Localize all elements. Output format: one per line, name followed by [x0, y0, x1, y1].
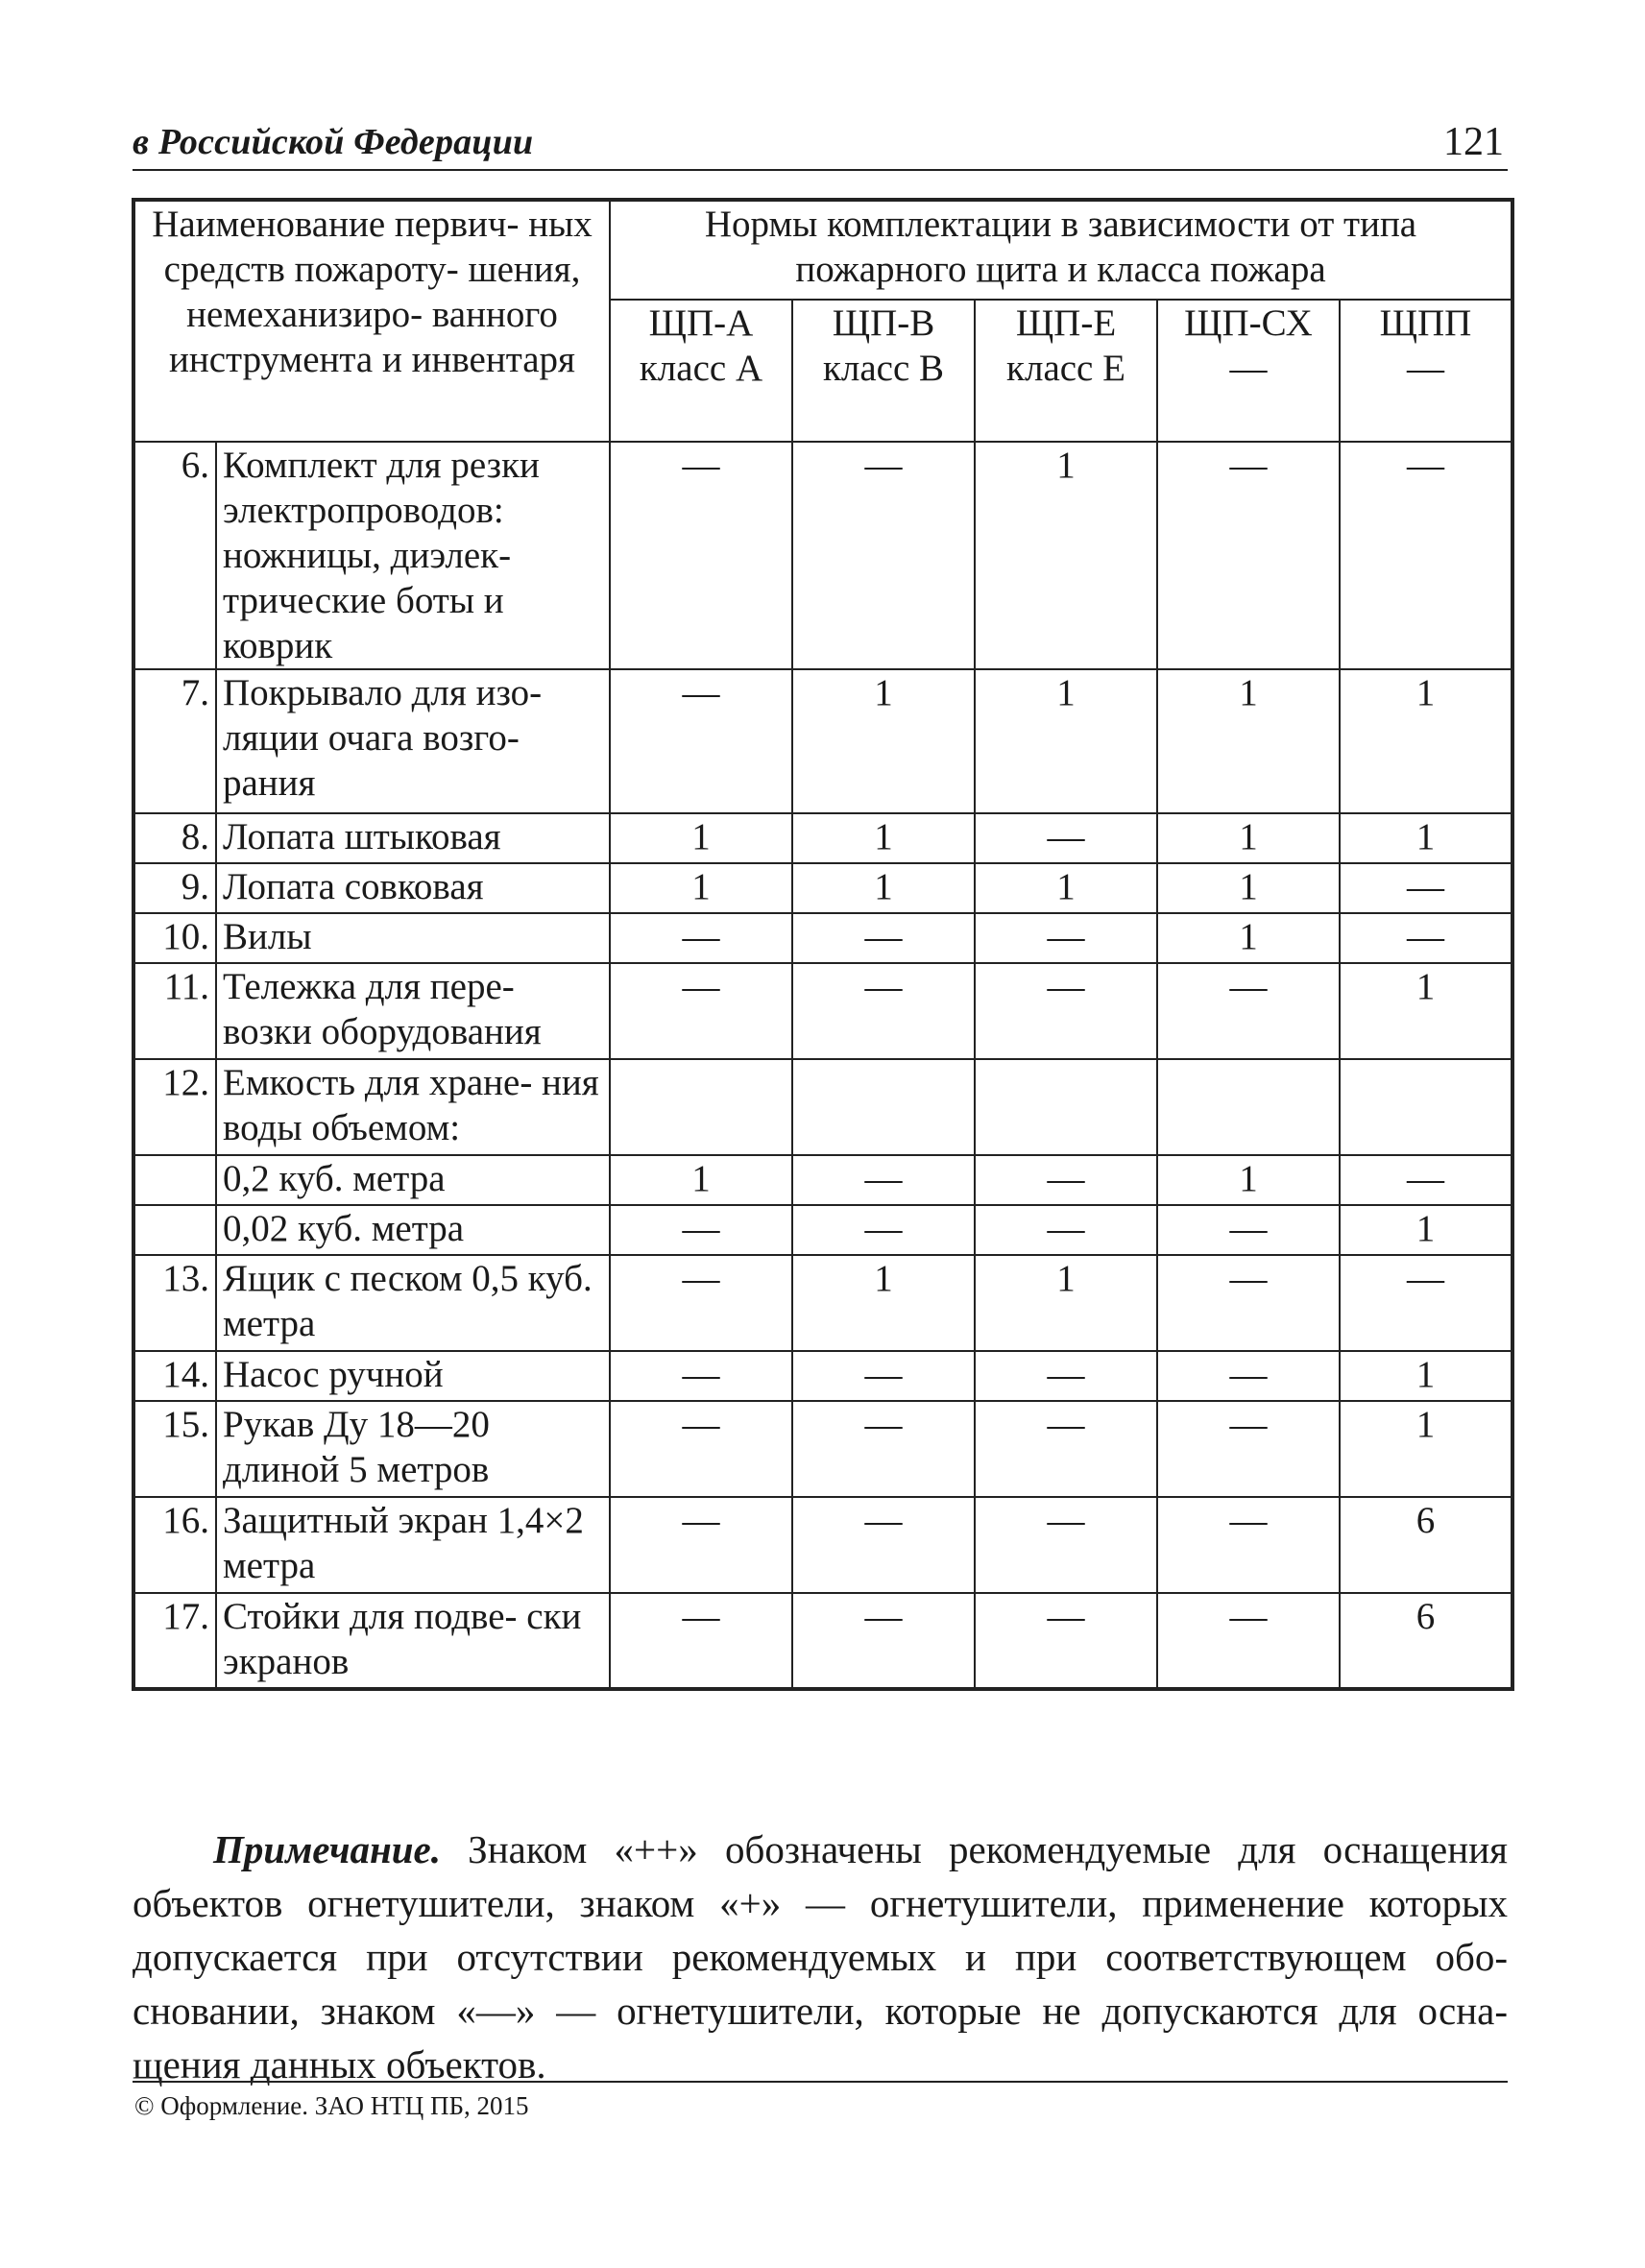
item-name: Емкость для хране- ния воды объемом:	[216, 1059, 610, 1155]
norm-value: 1	[610, 863, 792, 913]
row-number: 11.	[133, 963, 216, 1059]
note-paragraph	[133, 1822, 1508, 2091]
item-name: Покрывало для изо- ляции очага возго- рания	[216, 669, 610, 813]
table-row	[133, 963, 1512, 1059]
norm-value: —	[792, 442, 975, 669]
row-number: 17.	[133, 1593, 216, 1689]
norm-value: —	[610, 963, 792, 1059]
row-number: 10.	[133, 913, 216, 963]
norm-value: —	[975, 1351, 1157, 1401]
norm-value	[1340, 1059, 1512, 1155]
norm-value: —	[975, 1593, 1157, 1689]
norm-value	[610, 1059, 792, 1155]
norm-value: 1	[1340, 963, 1512, 1059]
name-column-header: Наименование первич- ных средств пожароту- шения, немеханизиро- ванного инструмента и инвентаря	[133, 200, 610, 442]
norm-value: —	[610, 913, 792, 963]
row-number: 14.	[133, 1351, 216, 1401]
row-number	[133, 1205, 216, 1255]
norm-value	[1157, 1059, 1340, 1155]
fire-class: класс Е	[1006, 348, 1125, 389]
norm-value: 1	[1340, 1205, 1512, 1255]
shield-type-header	[1157, 300, 1340, 442]
norm-value: 1	[1340, 1401, 1512, 1497]
table-row	[133, 863, 1512, 913]
item-name: Насос ручной	[216, 1351, 610, 1401]
item-name: Вилы	[216, 913, 610, 963]
table-row	[133, 813, 1512, 863]
norm-value: 1	[1157, 669, 1340, 813]
shield-type-name: ЩП-СХ	[1184, 302, 1313, 344]
norm-value: 1	[975, 442, 1157, 669]
table-row	[133, 913, 1512, 963]
running-head-title: в Российской Федерации	[133, 122, 534, 162]
table-row	[133, 1059, 1512, 1155]
table-row	[133, 1255, 1512, 1351]
item-name: Рукав Ду 18—20 длиной 5 метров	[216, 1401, 610, 1497]
table-body	[133, 442, 1512, 1689]
row-number: 13.	[133, 1255, 216, 1351]
norm-value: —	[975, 813, 1157, 863]
norm-value: —	[1340, 1155, 1512, 1205]
norm-value: 1	[975, 1255, 1157, 1351]
norm-value: 6	[1340, 1497, 1512, 1593]
table-row	[133, 1205, 1512, 1255]
norm-value: —	[610, 442, 792, 669]
norm-value: —	[610, 669, 792, 813]
norm-value: 1	[1157, 1155, 1340, 1205]
norm-value: —	[1157, 442, 1340, 669]
norm-value: 1	[1157, 813, 1340, 863]
norm-value: —	[1157, 963, 1340, 1059]
shield-type-header	[792, 300, 975, 442]
note-label: Примечание.	[213, 1827, 441, 1871]
table-row	[133, 1593, 1512, 1689]
norm-value: —	[975, 1205, 1157, 1255]
norm-value	[792, 1059, 975, 1155]
shield-type-name: ЩПП	[1379, 302, 1472, 344]
norm-value: —	[975, 963, 1157, 1059]
row-number: 16.	[133, 1497, 216, 1593]
shield-type-header	[975, 300, 1157, 442]
norm-value: —	[1157, 1593, 1340, 1689]
norm-value: —	[975, 1401, 1157, 1497]
shield-type-header	[610, 300, 792, 442]
norm-value: —	[1157, 1205, 1340, 1255]
norm-value: —	[792, 1155, 975, 1205]
item-name: Защитный экран 1,4×2 метра	[216, 1497, 610, 1593]
fire-class: класс В	[822, 348, 945, 389]
shield-type-header	[1340, 300, 1512, 442]
norm-value: —	[792, 1401, 975, 1497]
norm-value: —	[1157, 1497, 1340, 1593]
norm-value: 6	[1340, 1593, 1512, 1689]
item-name: Комплект для резки электропроводов: ножницы, диэлек- трические боты и коврик	[216, 442, 610, 669]
row-number: 8.	[133, 813, 216, 863]
norm-value: —	[792, 913, 975, 963]
norm-value: —	[610, 1255, 792, 1351]
norm-value: 1	[1157, 913, 1340, 963]
table-header	[133, 200, 1512, 442]
fire-class: класс А	[639, 348, 763, 389]
norm-value: —	[1157, 1401, 1340, 1497]
fire-class: —	[1229, 348, 1268, 389]
item-name: Тележка для пере- возки оборудования	[216, 963, 610, 1059]
table-row	[133, 669, 1512, 813]
norm-value: —	[610, 1497, 792, 1593]
norm-value: —	[975, 913, 1157, 963]
norm-value: 1	[792, 863, 975, 913]
norm-value: 1	[792, 669, 975, 813]
norm-value: —	[975, 1155, 1157, 1205]
norm-value: —	[1157, 1255, 1340, 1351]
copyright: © Оформление. ЗАО НТЦ ПБ, 2015	[134, 2091, 529, 2120]
item-name: 0,02 куб. метра	[216, 1205, 610, 1255]
norm-value: 1	[975, 669, 1157, 813]
row-number: 7.	[133, 669, 216, 813]
table-row	[133, 1155, 1512, 1205]
norm-value: 1	[975, 863, 1157, 913]
norm-value: —	[610, 1401, 792, 1497]
norm-value: —	[792, 963, 975, 1059]
table-row	[133, 442, 1512, 669]
shield-type-name: ЩП-Е	[1015, 302, 1117, 344]
running-head	[133, 113, 1508, 171]
row-number	[133, 1155, 216, 1205]
row-number: 12.	[133, 1059, 216, 1155]
page-number: 121	[1443, 120, 1504, 164]
fire-class: —	[1407, 348, 1445, 389]
norm-value: —	[975, 1497, 1157, 1593]
item-name: Ящик с песком 0,5 куб. метра	[216, 1255, 610, 1351]
table-row	[133, 1401, 1512, 1497]
item-name: Лопата совковая	[216, 863, 610, 913]
norm-value: 1	[792, 1255, 975, 1351]
norm-value: —	[1340, 913, 1512, 963]
norm-value: 1	[1340, 669, 1512, 813]
note-text: Знаком «++» обозначены рекомендуемые для оснащения объектов огнетушители, знаком «+» — огнетушители, применение которых допускается при отсутствии рекомендуемых и при соответствующем обо- сновании, знаком «—» — огнетушители, которые не допускаются для осна- щения данных объектов.	[133, 1827, 1508, 2087]
table-row	[133, 1351, 1512, 1401]
norm-value: —	[792, 1497, 975, 1593]
norm-value: —	[610, 1593, 792, 1689]
norm-value: 1	[1340, 813, 1512, 863]
norm-value: —	[792, 1593, 975, 1689]
norm-value: 1	[610, 1155, 792, 1205]
norm-value: —	[1340, 863, 1512, 913]
norm-value: —	[1157, 1351, 1340, 1401]
norm-value	[975, 1059, 1157, 1155]
norm-value: —	[792, 1351, 975, 1401]
shield-type-name: ЩП-В	[832, 302, 935, 344]
norms-group-header: Нормы комплектации в зависимости от типа пожарного щита и класса пожара	[610, 200, 1512, 300]
item-name: Стойки для подве- ски экранов	[216, 1593, 610, 1689]
equipment-norms-table	[132, 198, 1514, 1691]
norm-value: —	[610, 1205, 792, 1255]
footer-divider	[133, 2081, 1508, 2083]
shield-type-name: ЩП-А	[648, 302, 754, 344]
norm-value: —	[792, 1205, 975, 1255]
row-number: 6.	[133, 442, 216, 669]
row-number: 9.	[133, 863, 216, 913]
norm-value: 1	[610, 813, 792, 863]
row-number: 15.	[133, 1401, 216, 1497]
norm-value: —	[1340, 442, 1512, 669]
norm-value: 1	[1340, 1351, 1512, 1401]
norm-value: 1	[1157, 863, 1340, 913]
norm-value: —	[1340, 1255, 1512, 1351]
table-row	[133, 1497, 1512, 1593]
norm-value: —	[610, 1351, 792, 1401]
item-name: 0,2 куб. метра	[216, 1155, 610, 1205]
norm-value: 1	[792, 813, 975, 863]
item-name: Лопата штыковая	[216, 813, 610, 863]
